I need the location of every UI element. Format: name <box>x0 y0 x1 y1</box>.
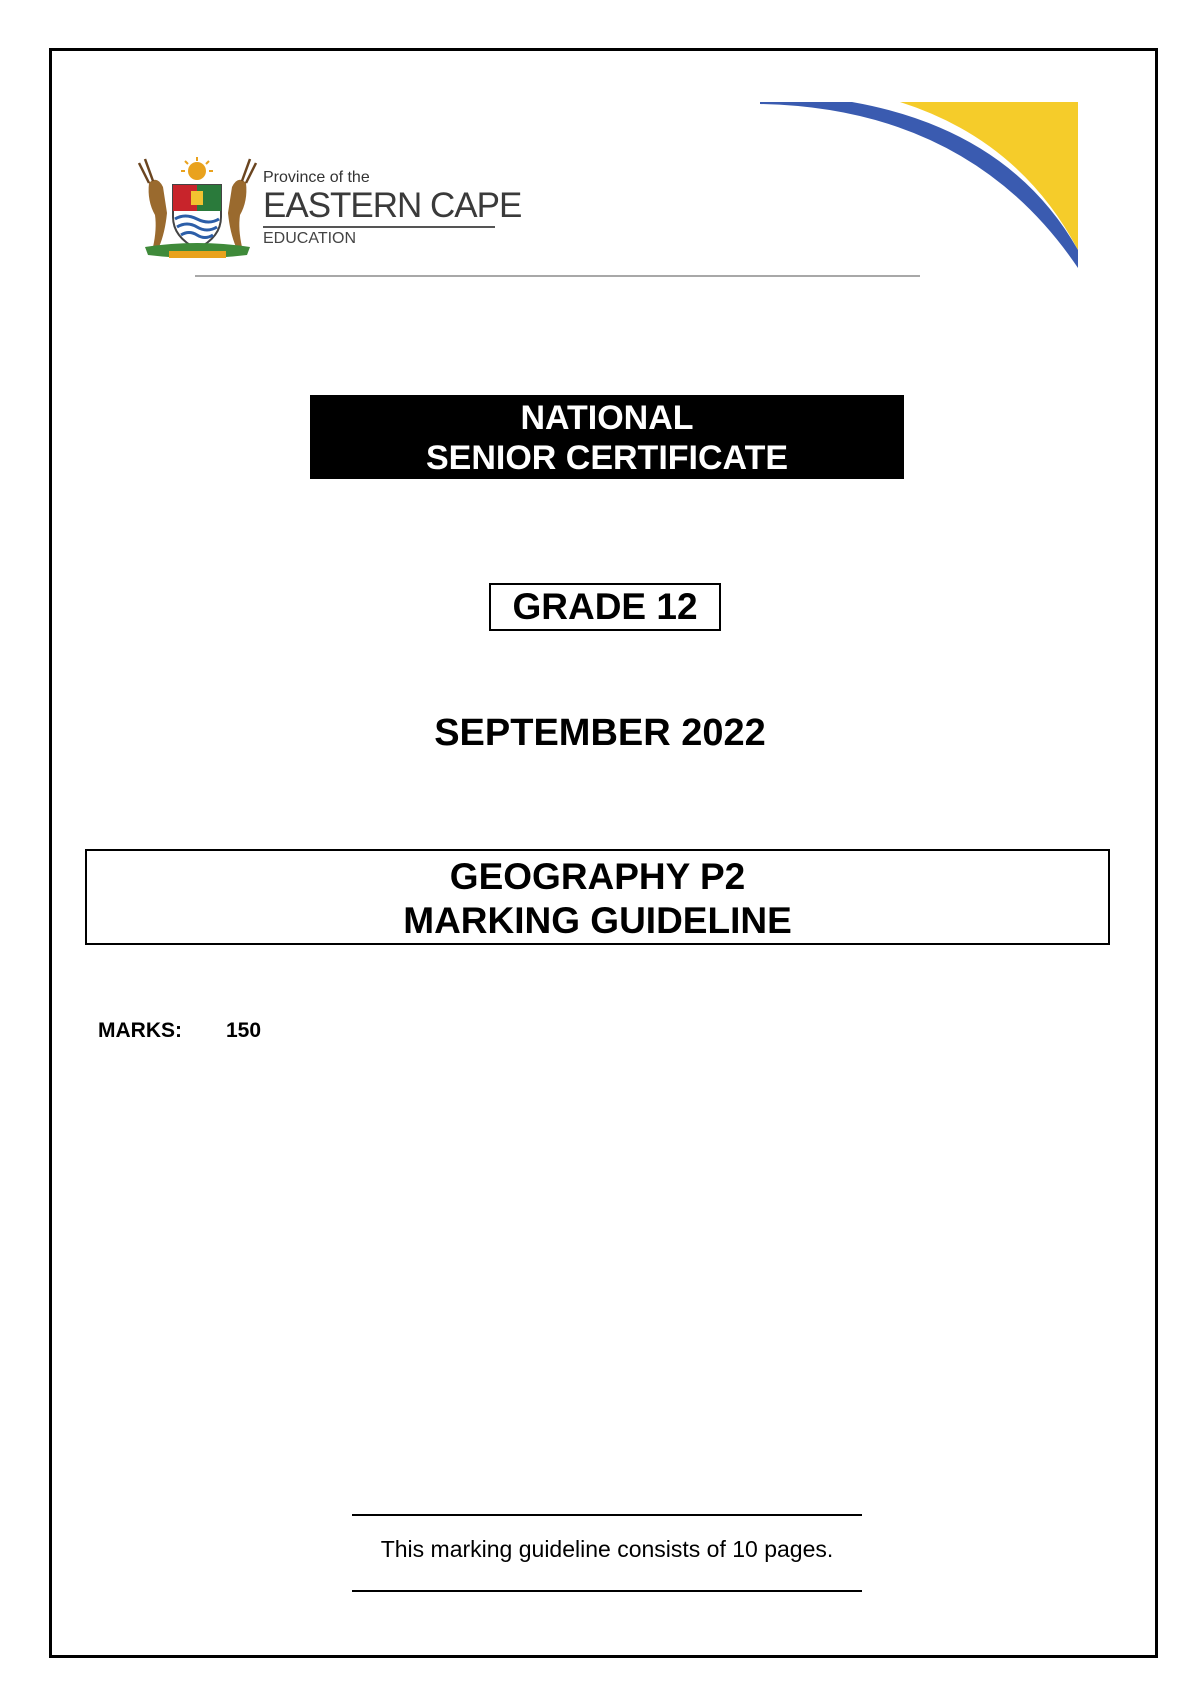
footer-rule-bottom <box>352 1590 862 1592</box>
swoosh-graphic <box>760 100 1080 270</box>
footer-rule-top <box>352 1514 862 1516</box>
subject-title: GEOGRAPHY P2 <box>449 856 746 897</box>
logo-text <box>263 169 522 250</box>
subject-box <box>85 849 1110 945</box>
logo-province-name: EASTERN CAPE <box>263 187 495 228</box>
eastern-cape-education-logo <box>135 155 522 265</box>
exam-date: SEPTEMBER 2022 <box>434 712 766 754</box>
nsc-banner <box>310 395 904 479</box>
header-divider <box>195 275 920 277</box>
banner-line-2: SENIOR CERTIFICATE <box>425 439 789 477</box>
subject-subtitle: MARKING GUIDELINE <box>403 900 792 941</box>
logo-province-line: Province of the <box>263 169 370 186</box>
marks-row <box>98 1018 261 1044</box>
banner-line-1: NATIONAL <box>520 399 694 437</box>
coat-of-arms-icon <box>135 155 260 260</box>
logo-department: EDUCATION <box>263 230 357 247</box>
grade-label: GRADE 12 <box>489 583 721 631</box>
marks-label: MARKS: <box>98 1019 182 1042</box>
page-count-note: This marking guideline consists of 10 pages. <box>380 1536 834 1562</box>
marks-value: 150 <box>226 1019 262 1042</box>
